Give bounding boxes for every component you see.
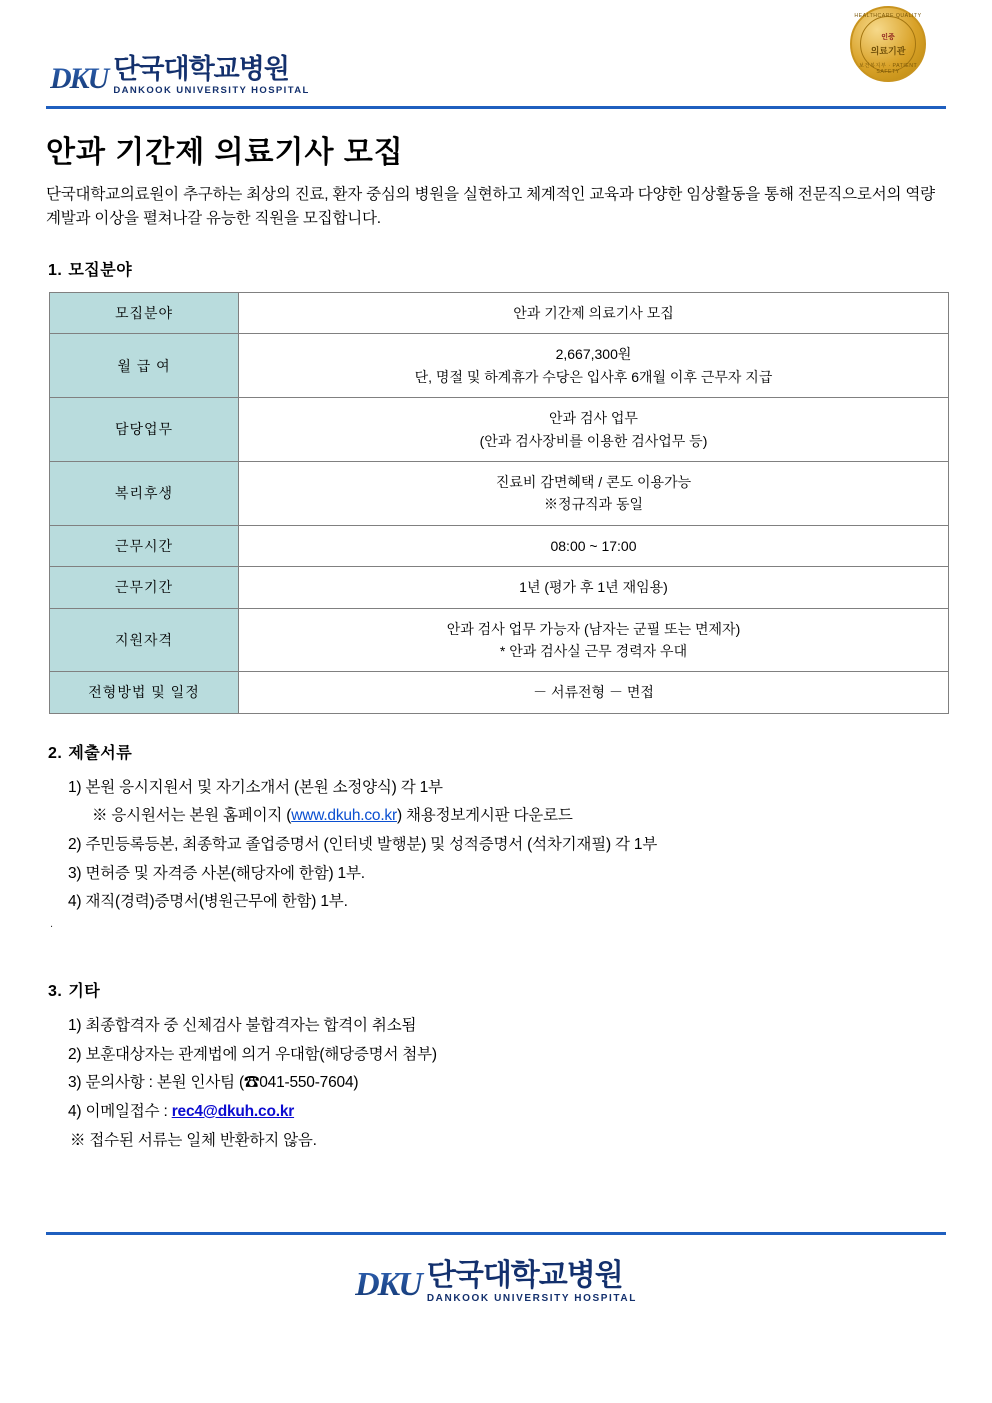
- page-footer: [46, 1232, 946, 1304]
- row-value: [239, 608, 949, 672]
- row-label: 담당업무: [50, 398, 239, 462]
- row-value: [239, 398, 949, 462]
- homepage-link[interactable]: www.dkuh.co.kr: [291, 807, 397, 825]
- row-value: [239, 525, 949, 566]
- section-spacer: [46, 932, 946, 978]
- cell-line: 안과 기간제 의료기사 모집: [513, 305, 674, 322]
- cell-line: － 서류전형 － 면접: [533, 684, 654, 701]
- section-heading-documents: [48, 740, 946, 763]
- section-title-1: 모집분야: [68, 262, 133, 280]
- table-row: [50, 334, 949, 398]
- cell-line: 1년 (평가 후 1년 재임용): [519, 579, 668, 596]
- page-header: [46, 0, 946, 106]
- footer-logo-text-block: [427, 1261, 637, 1304]
- header-divider: [46, 106, 946, 109]
- section-title-3: 기타: [68, 983, 101, 1000]
- footer-logo-name-english: DANKOOK UNIVERSITY HOSPITAL: [426, 1293, 637, 1305]
- seal-top-text: 인증: [881, 33, 895, 41]
- row-label: 지원자격: [50, 608, 239, 672]
- list-item: 1) 최종합격자 중 신체검사 불합격자는 합격이 취소됨: [68, 1017, 417, 1034]
- stray-dot: .: [50, 918, 54, 930]
- hospital-logo: [50, 56, 310, 96]
- final-note: ※ 접수된 서류는 일체 반환하지 않음.: [70, 1131, 317, 1149]
- table-row: [50, 398, 949, 462]
- note-prefix: ※ 응시원서는 본원 홈페이지 (: [92, 807, 292, 825]
- logo-name-english: DANKOOK UNIVERSITY HOSPITAL: [113, 85, 310, 96]
- row-label: 복리후생: [50, 461, 239, 525]
- row-label: 근무시간: [50, 525, 239, 566]
- row-label: 월 급 여: [50, 334, 239, 398]
- list-item: 3) 면허증 및 자격증 사본(해당자에 한함) 1부.: [68, 864, 365, 882]
- table-row: [50, 293, 949, 334]
- seal-ring-bottom-text: 보건복지부 · PATIENT SAFETY: [858, 63, 918, 75]
- email-link[interactable]: rec4@dkuh.co.kr: [171, 1102, 295, 1120]
- seal-main-text: 의료기관: [870, 45, 906, 56]
- section-heading-recruit: [48, 257, 946, 280]
- section-number-3: 3.: [48, 983, 63, 1000]
- cell-line: 2,667,300원: [555, 346, 632, 363]
- table-row: [50, 461, 949, 525]
- footer-dku-logo-mark: DKU: [355, 1266, 427, 1304]
- intro-paragraph: 단국대학교의료원이 추구하는 최상의 진료, 환자 중심의 병원을 실현하고 체계적인 교육과 다양한 임상활동을 통해 전문직으로서의 역량계발과 이상을 펼쳐나갈 유능한 직원을 모집합니다.: [46, 186, 935, 228]
- row-value: [239, 461, 949, 525]
- row-label: 전형방법 및 일정: [50, 672, 239, 713]
- logo-name-korean: 단국대학교병원: [113, 54, 289, 84]
- list-item: 1) 본원 응시지원서 및 자기소개서 (본원 소정양식) 각 1부: [68, 778, 443, 796]
- logo-text-block: [113, 56, 309, 96]
- section-number-1: 1.: [48, 262, 63, 280]
- etc-list: [46, 1013, 946, 1126]
- footer-logo: [355, 1261, 637, 1304]
- table-row: [50, 608, 949, 672]
- cell-line: 08:00 ~ 17:00: [550, 537, 637, 554]
- list-item-email: [68, 1099, 946, 1126]
- row-value: [239, 293, 949, 334]
- recruitment-table: [49, 292, 949, 714]
- row-value: [239, 334, 949, 398]
- table-row: [50, 672, 949, 713]
- section-number-2: 2.: [48, 744, 63, 762]
- section-heading-etc: [48, 978, 946, 1001]
- cell-line: 진료비 감면혜택 / 콘도 이용가능: [495, 473, 692, 490]
- page-title: 안과 기간제 의료기사 모집: [46, 136, 404, 169]
- list-item: 2) 보훈대상자는 관계법에 의거 우대함(해당증명서 첨부): [68, 1045, 437, 1063]
- email-prefix: 4) 이메일접수 :: [68, 1102, 172, 1120]
- cell-line: 안과 검사 업무 가능자 (남자는 군필 또는 면제자): [446, 620, 741, 637]
- seal-ring-top-text: HEALTHCARE QUALITY: [854, 13, 922, 19]
- table-row: [50, 525, 949, 566]
- row-value: [239, 672, 949, 713]
- cell-line: 안과 검사 업무: [549, 410, 638, 427]
- note-suffix: ) 채용정보게시판 다운로드: [396, 807, 573, 825]
- cell-line: ※정규직과 동일: [543, 496, 644, 513]
- cell-line: (안과 검사장비를 이용한 검사업무 등): [479, 432, 708, 449]
- footer-logo-name-korean: 단국대학교병원: [426, 1259, 623, 1293]
- dku-logo-mark: DKU: [50, 62, 113, 96]
- homepage-note: [68, 803, 946, 830]
- list-item: 3) 문의사항 : 본원 인사팀 (☎041-550-7604): [68, 1074, 359, 1092]
- table-row: [50, 567, 949, 608]
- list-item: 4) 재직(경력)증명서(병원근무에 한함) 1부.: [68, 893, 348, 911]
- cell-line: * 안과 검사실 근무 경력자 우대: [499, 642, 688, 659]
- accreditation-seal-icon: [850, 6, 926, 82]
- section-title-2: 제출서류: [68, 744, 133, 762]
- row-value: [239, 567, 949, 608]
- documents-list: [46, 775, 946, 916]
- list-item: 2) 주민등록등본, 최종학교 졸업증명서 (인터넷 발행분) 및 성적증명서 (석차기재필) 각 1부: [68, 836, 658, 854]
- row-label: 근무기간: [50, 567, 239, 608]
- row-label: 모집분야: [50, 293, 239, 334]
- cell-line: 단, 명절 및 하계휴가 수당은 입사후 6개월 이후 근무자 지급: [414, 368, 773, 385]
